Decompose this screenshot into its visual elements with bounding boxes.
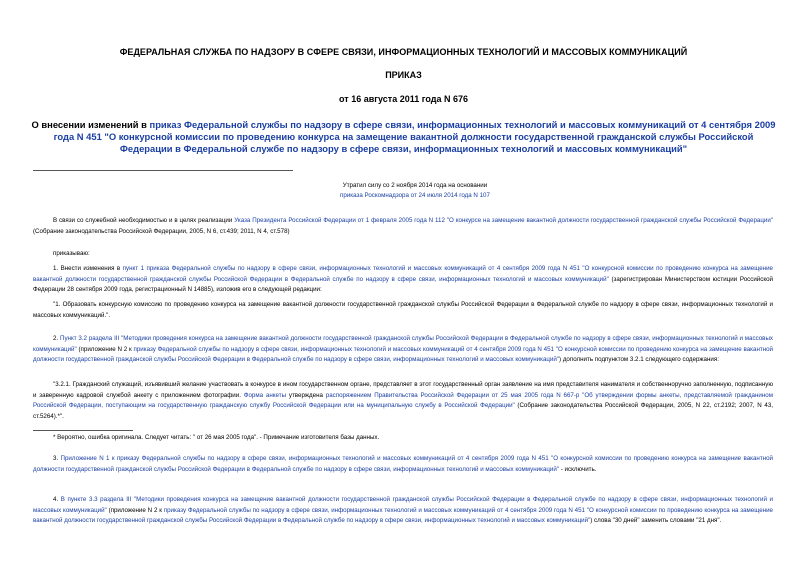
p2q-prefix: "3.2.1. Гражданский служащий, изъявивший желание участвовать в конкурсе в ином государственном органе, представляет в этот государственный орган заявление на имя представителя нанимателя и собственноручно заполненную, подписанную и заверенную кадровой службой анкету с приложением фотографии. xyxy=(33,381,773,399)
footnote-divider xyxy=(33,430,133,431)
paragraph-2-quote xyxy=(33,380,773,422)
p2q-suffix: (Собрание законодательства Российской Федерации, 2005, N 22, ст.2192; 2007, N 43, ст.5264).*". xyxy=(33,402,773,420)
p2q-link-1[interactable]: Форма анкеты xyxy=(243,391,287,399)
intro-link[interactable]: Указа Президента Российской Федерации от 1 февраля 2005 года N 112 "О конкурсе на замещение вакантной должности государственной гражданской службы Российской Федерации" xyxy=(234,217,773,224)
document-title xyxy=(30,119,777,155)
p2-link-2[interactable]: приказу Федеральной службы по надзору в сфере связи, информационных технологий и массовых коммуникаций от 4 сентября 2009 года N 451 "О конкурсной комиссии по проведению конкурса на замещение вакантной должности государственной гражданской службы Российской Федерации в Федеральной службе по надзору в сфере связи, информационных технологий и массовых коммуникаций" xyxy=(33,345,774,363)
p4-link-2[interactable]: приказу Федеральной службы по надзору в сфере связи, информационных технологий и массовых коммуникаций от 4 сентября 2009 года N 451 "О конкурсной комиссии по проведению конкурса на замещение вакантной должности государственной гражданской службы Российской Федерации в Федеральной службе по надзору в сфере связи, информационных технологий и массовых коммуникаций" xyxy=(33,506,773,524)
p3-link[interactable]: Приложение N 1 к приказу Федеральной службы по надзору в сфере связи, информационных технологий и массовых коммуникаций от 4 сентября 2009 года N 451 "О конкурсной комиссии по проведению конкурса на замещение вакантной должности государственной гражданской службы Российской Федерации в Федеральной службе по надзору в сфере связи, информационных технологий и массовых коммуникаций" xyxy=(33,455,773,473)
status-note-text: Утратил силу со 2 ноября 2014 года на основании xyxy=(342,182,488,189)
status-note xyxy=(300,181,530,201)
paragraph-1-quote: "1. Образовать конкурсную комиссию по проведению конкурса на замещение вакантной должности государственной гражданской службы Российской Федерации в Федеральной службе по надзору в сфере связи, информационных технологий и массовых коммуникаций.". xyxy=(33,301,773,319)
agency-heading: ФЕДЕРАЛЬНАЯ СЛУЖБА ПО НАДЗОРУ В СФЕРЕ СВЯЗИ, ИНФОРМАЦИОННЫХ ТЕХНОЛОГИЙ И МАССОВЫХ КОММУНИКАЦИЙ xyxy=(119,47,688,57)
p4-prefix: 4. xyxy=(53,496,61,503)
doc-date-number: от 16 августа 2011 года N 676 xyxy=(339,94,468,104)
p2q-mid: утверждена xyxy=(286,391,326,399)
p2-suffix: ) дополнить подпунктом 3.2.1 следующего содержания: xyxy=(559,356,719,363)
p1-link[interactable]: пункт 1 приказа Федеральной службы по надзору в сфере связи, информационных технологий и массовых коммуникаций от 4 сентября 2009 года N 451 "О конкурсной комиссии по проведению конкурса на замещение вакантной должности государственной гражданской службы Российской Федерации в Федеральной службе по надзору в сфере связи, информационных технологий и массовых коммуникаций" xyxy=(33,265,773,283)
intro-paragraph xyxy=(33,216,773,237)
footnote: * Вероятно, ошибка оригинала. Следует читать: " от 26 мая 2005 года". - Примечание изготовителя базы данных. xyxy=(53,434,380,441)
p4-mid: (приложение N 2 к xyxy=(106,506,164,514)
p1-prefix: 1. Внести изменения в xyxy=(53,265,123,272)
intro-prefix: В связи со служебной необходимостью и в целях реализации xyxy=(53,217,235,224)
p2-link-1[interactable]: Пункт 3.2 раздела III "Методики проведения конкурса на замещение вакантной должности государственной гражданской службы Российской Федерации в Федеральной службе по надзору в сфере связи, информационных технологий и массовых коммуникаций" xyxy=(33,335,773,353)
intro-suffix: (Собрание законодательства Российской Федерации, 2005, N 6, ст.439; 2011, N 4, ст.578) xyxy=(33,227,290,235)
paragraph-1 xyxy=(33,264,773,296)
p2-prefix: 2. xyxy=(53,335,60,342)
title-link[interactable]: приказ Федеральной службы по надзору в сфере связи, информационных технологий и массовых коммуникаций от 4 сентября 2009 года N 451 "О конкурсной комиссии по проведению конкурса на замещение вакантной должности государственной гражданской службы Российской Федерации в Федеральной службе по надзору в сфере связи, информационных технологий и массовых коммуникаций" xyxy=(53,119,776,154)
p3-suffix: - исключить. xyxy=(559,465,597,473)
p4-suffix: ) слова "30 дней" заменить словами "21 дня". xyxy=(590,517,722,524)
ordered-line: приказываю: xyxy=(53,250,90,257)
p4-link-1[interactable]: В пункте 3.3 раздела III "Методики проведения конкурса на замещение вакантной должности государственной гражданской службы Российской Федерации в Федеральной службе по надзору в сфере связи, информационных технологий и массовых коммуникаций" xyxy=(33,496,773,514)
status-note-link[interactable]: приказа Роскомнадзора от 24 июля 2014 года N 107 xyxy=(340,192,490,199)
paragraph-4 xyxy=(33,495,773,527)
divider xyxy=(33,170,293,171)
p1-suffix: (зарегистрирован Министерством юстиции Российской Федерации 28 сентября 2009 года, регистрационный N 14885), изложив его в следующей редакции: xyxy=(33,275,773,293)
p3-prefix: 3. xyxy=(53,455,61,462)
paragraph-2 xyxy=(33,334,773,366)
p2-mid: (приложение N 2 к xyxy=(76,345,134,353)
doc-type-heading: ПРИКАЗ xyxy=(385,70,422,80)
p2q-link-2[interactable]: распоряжением Правительства Российской Федерации от 25 мая 2005 года N 667-р "Об утверждении формы анкеты, представляемой гражданином Российской Федерации, поступающим на государственную гражданскую службу Российской Федерации или на муниципальную службу в Российской Федерации" xyxy=(33,391,773,409)
title-prefix: О внесении изменений в xyxy=(31,119,150,130)
paragraph-3 xyxy=(33,454,773,475)
